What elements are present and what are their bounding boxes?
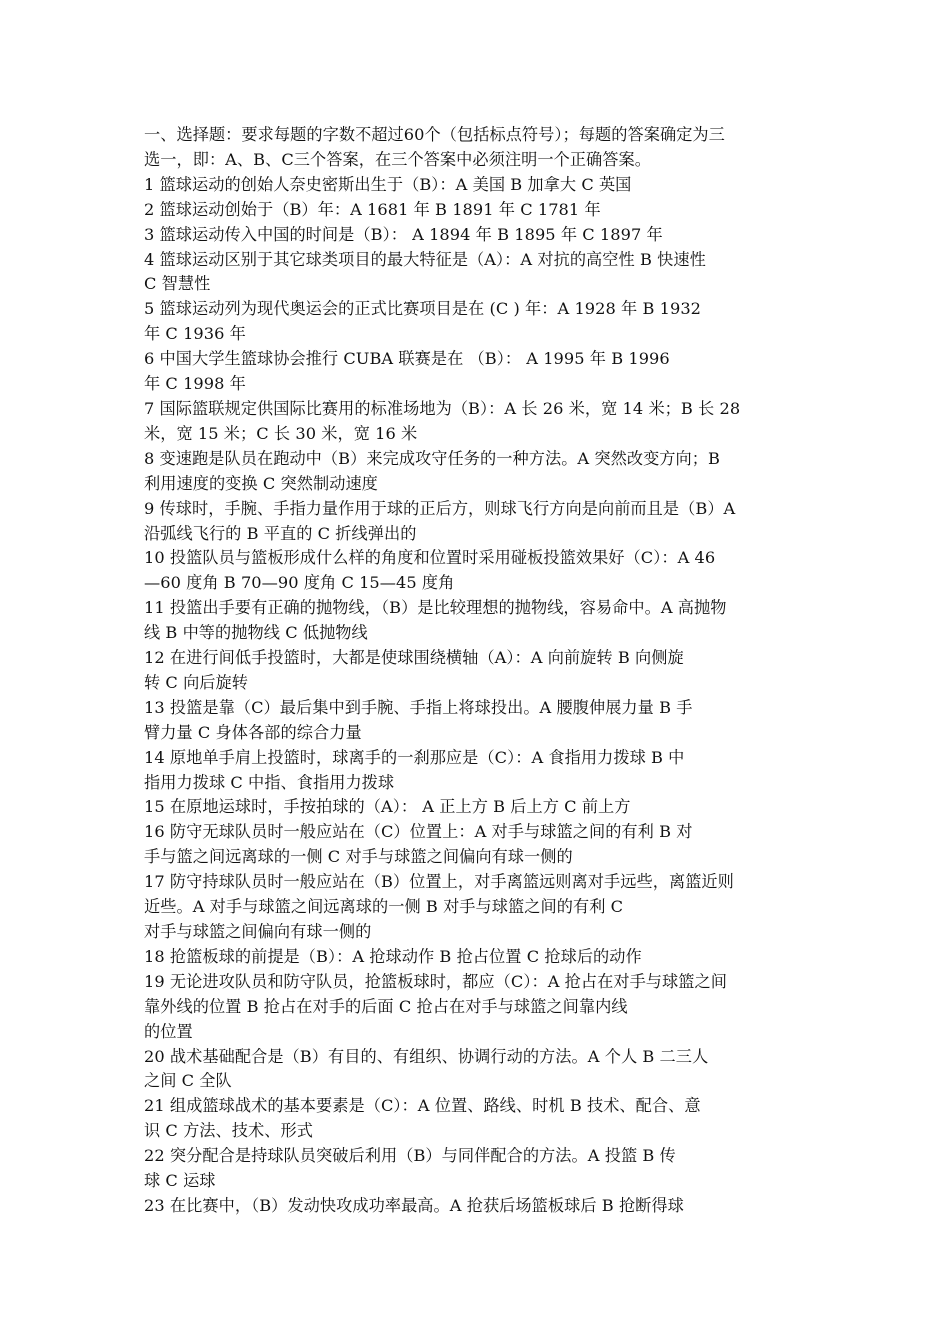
text-line: 近些。A 对手与球篮之间远离球的一侧 B 对手与球篮之间的有利 C bbox=[144, 897, 624, 917]
text-line: 13 投篮是靠（C）最后集中到手腕、手指上将球投出。A 腰腹伸展力量 B 手 bbox=[144, 697, 693, 717]
text-line: 19 无论进攻队员和防守队员，抢篮板球时，都应（C）：A 抢占在对手与球篮之间 bbox=[144, 971, 727, 991]
text-line: 18 抢篮板球的前提是（B）：A 抢球动作 B 抢占位置 C 抢球后的动作 bbox=[144, 946, 642, 966]
text-line: 17 防守持球队员时一般应站在（B）位置上，对手离篮远则离对手远些，离篮近则 bbox=[144, 872, 734, 892]
text-line: 7 国际篮联规定供国际比赛用的标准场地为（B）：A 长 26 米，宽 14 米；B 长 28 bbox=[144, 398, 741, 418]
text-line: 1 篮球运动的创始人奈史密斯出生于（B）：A 美国 B 加拿大 C 英国 bbox=[144, 174, 632, 194]
text-line: 2 篮球运动创始于（B）年：A 1681 年 B 1891 年 C 1781 年 bbox=[144, 199, 601, 219]
text-line: 16 防守无球队员时一般应站在（C）位置上：A 对手与球篮之间的有利 B 对 bbox=[144, 822, 693, 842]
text-line: 15 在原地运球时，手按拍球的（A）： A 正上方 B 后上方 C 前上方 bbox=[144, 797, 631, 817]
text-line: —60 度角 B 70—90 度角 C 15—45 度角 bbox=[144, 573, 455, 593]
text-line: 选一，即：A、B、C三个答案，在三个答案中必须注明一个正确答案。 bbox=[144, 149, 652, 169]
text-line: 一、选择题：要求每题的字数不超过60个（包括标点符号）；每题的答案确定为三 bbox=[144, 125, 725, 144]
text-line: 9 传球时，手腕、手指力量作用于球的正后方，则球飞行方向是向前而且是（B）A bbox=[144, 498, 736, 518]
text-line: 5 篮球运动列为现代奥运会的正式比赛项目是在 (C ) 年：A 1928 年 B 1932 bbox=[144, 299, 702, 319]
text-line: 米，宽 15 米；C 长 30 米，宽 16 米 bbox=[144, 423, 418, 443]
text-line: 12 在进行间低手投篮时，大都是使球围绕横轴（A）：A 向前旋转 B 向侧旋 bbox=[144, 648, 684, 668]
text-line: 4 篮球运动区别于其它球类项目的最大特征是（A）：A 对抗的高空性 B 快速性 bbox=[144, 249, 706, 269]
text-line: 对手与球篮之间偏向有球一侧的 bbox=[144, 922, 372, 941]
text-line: 手与篮之间远离球的一侧 C 对手与球篮之间偏向有球一侧的 bbox=[144, 847, 573, 867]
text-line: 球 C 运球 bbox=[144, 1171, 216, 1191]
text-line: 线 B 中等的抛物线 C 低抛物线 bbox=[144, 623, 368, 643]
text-line: 识 C 方法、技术、形式 bbox=[144, 1121, 313, 1141]
text-line: 22 突分配合是持球队员突破后利用（B）与同伴配合的方法。A 投篮 B 传 bbox=[144, 1146, 676, 1166]
text-line: C 智慧性 bbox=[144, 274, 211, 294]
text-line: 8 变速跑是队员在跑动中（B）来完成攻守任务的一种方法。A 突然改变方向；B bbox=[144, 448, 720, 468]
text-line: 年 C 1936 年 bbox=[144, 324, 246, 344]
text-line: 的位置 bbox=[144, 1021, 193, 1041]
text-line: 指用力拨球 C 中指、食指用力拨球 bbox=[144, 772, 395, 792]
text-line: 14 原地单手肩上投篮时，球离手的一刹那应是（C）：A 食指用力拨球 B 中 bbox=[144, 747, 685, 767]
text-line: 10 投篮队员与篮板形成什么样的角度和位置时采用碰板投篮效果好（C）：A 46 bbox=[144, 548, 716, 568]
text-line: 6 中国大学生篮球协会推行 CUBA 联赛是在 （B）： A 1995 年 B 1996 bbox=[144, 349, 670, 369]
text-line: 臂力量 C 身体各部的综合力量 bbox=[144, 722, 362, 742]
text-line: 沿弧线飞行的 B 平直的 C 折线弹出的 bbox=[144, 523, 417, 543]
text-line: 21 组成篮球战术的基本要素是（C）：A 位置、路线、时机 B 技术、配合、意 bbox=[144, 1096, 701, 1116]
text-line: 11 投篮出手要有正确的抛物线，（B）是比较理想的抛物线，容易命中。A 高抛物 bbox=[144, 598, 727, 618]
text-line: 转 C 向后旋转 bbox=[144, 672, 249, 692]
text-line: 23 在比赛中，（B）发动快攻成功率最高。A 抢获后场篮板球后 B 抢断得球 bbox=[144, 1195, 684, 1215]
text-line: 年 C 1998 年 bbox=[144, 374, 246, 394]
text-line: 3 篮球运动传入中国的时间是（B）： A 1894 年 B 1895 年 C 1897 年 bbox=[144, 224, 663, 244]
text-line: 靠外线的位置 B 抢占在对手的后面 C 抢占在对手与球篮之间靠内线 bbox=[144, 996, 628, 1016]
text-line: 利用速度的变换 C 突然制动速度 bbox=[144, 473, 378, 493]
text-line: 之间 C 全队 bbox=[144, 1071, 232, 1091]
text-line: 20 战术基础配合是（B）有目的、有组织、协调行动的方法。A 个人 B 二三人 bbox=[144, 1046, 709, 1066]
document-body bbox=[144, 123, 808, 1219]
